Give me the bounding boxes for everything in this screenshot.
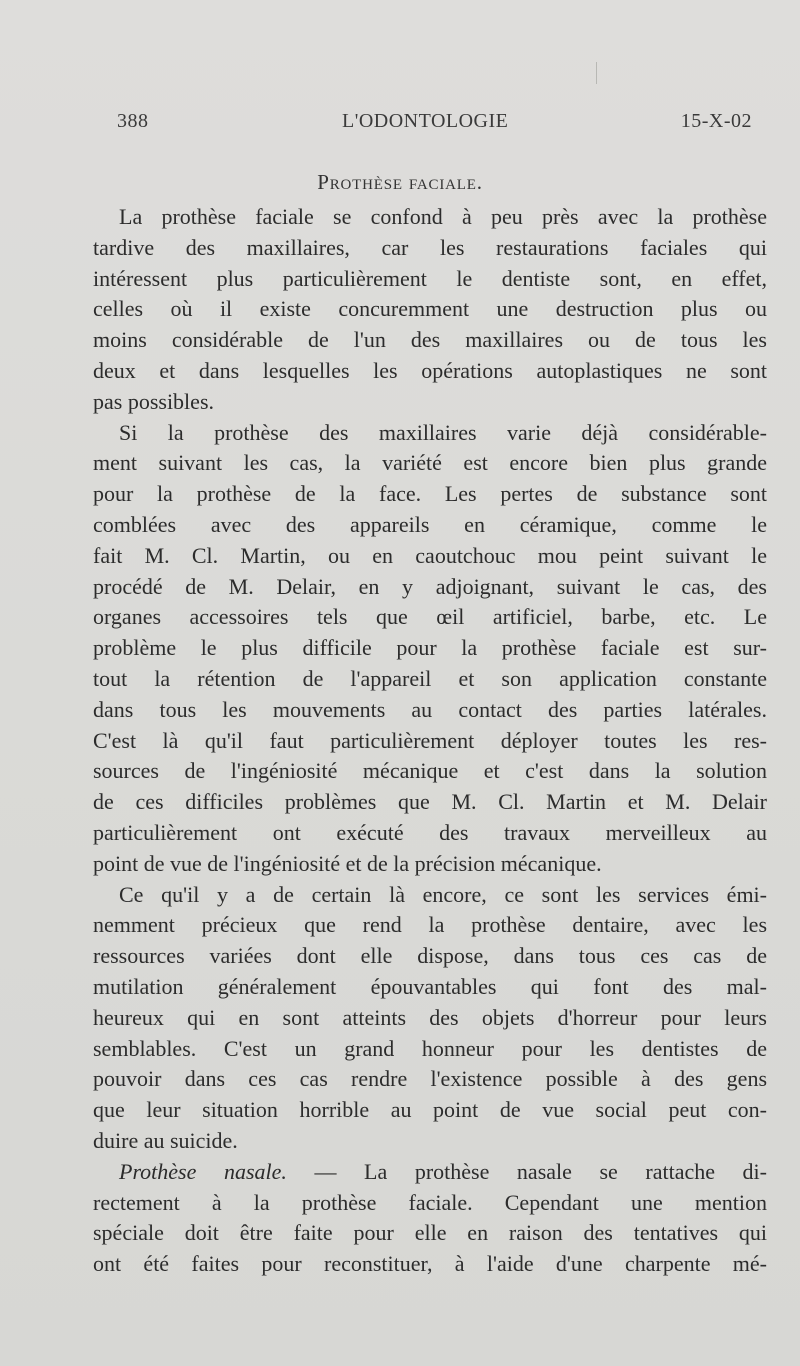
text-line: particulièrement ont exécuté des travaux merveilleux au xyxy=(93,819,767,845)
text-line: comblées avec des appareils en céramique, comme le xyxy=(93,511,767,537)
text-line: intéressent plus particulièrement le dentiste sont, en effet, xyxy=(93,265,767,291)
text-line: pour la prothèse de la face. Les pertes de substance sont xyxy=(93,481,767,507)
text-line: fait M. Cl. Martin, ou en caoutchouc mou peint suivant le xyxy=(93,542,767,568)
paragraph xyxy=(93,880,767,1157)
text-line: ressources variées dont elle dispose, dans tous ces cas de xyxy=(93,943,767,969)
text-line: pas possibles. xyxy=(93,388,214,414)
paragraph xyxy=(93,202,767,418)
text-line: point de vue de l'ingéniosité et de la précision mécanique. xyxy=(93,850,602,876)
text-line: heureux qui en sont atteints des objets d'horreur pour leurs xyxy=(93,1004,767,1030)
text-line: pouvoir dans ces cas rendre l'existence possible à des gens xyxy=(93,1066,767,1092)
text-line: mutilation généralement épouvantables qui font des mal- xyxy=(93,973,767,999)
text-line: ment suivant les cas, la variété est encore bien plus grande xyxy=(93,450,767,476)
section-title: Prothèse faciale. xyxy=(317,170,483,194)
text-line: que leur situation horrible au point de vue social peut con- xyxy=(93,1097,767,1123)
scan-mark xyxy=(596,62,597,84)
text-line: celles où il existe concuremment une destruction plus ou xyxy=(93,296,767,322)
text-line xyxy=(93,1157,767,1188)
text-line: semblables. C'est un grand honneur pour les dentistes de xyxy=(93,1035,767,1061)
text-line: Ce qu'il y a de certain là encore, ce sont les services émi- xyxy=(119,881,767,907)
text-line: duire au suicide. xyxy=(93,1127,238,1153)
journal-title: L'ODONTOLOGIE xyxy=(342,110,509,132)
text-line: moins considérable de l'un des maxillaires ou de tous les xyxy=(93,327,767,353)
text-line: rectement à la prothèse faciale. Cependant une mention xyxy=(93,1189,767,1215)
text-line: ont été faites pour reconstituer, à l'aide d'une charpente mé- xyxy=(93,1251,767,1277)
text-line: spéciale doit être faite pour elle en raison des tentatives qui xyxy=(93,1220,767,1246)
text-line: sources de l'ingéniosité mécanique et c'est dans la solution xyxy=(93,758,767,784)
text-line: organes accessoires tels que œil artificiel, barbe, etc. Le xyxy=(93,604,767,630)
text-line: deux et dans lesquelles les opérations autoplastiques ne sont xyxy=(93,357,767,383)
text-line: C'est là qu'il faut particulièrement déployer toutes les res- xyxy=(93,727,767,753)
text-line: Si la prothèse des maxillaires varie déjà considérable- xyxy=(119,419,767,445)
running-header xyxy=(117,110,767,140)
paragraph xyxy=(93,1157,767,1280)
issue-date: 15-X-02 xyxy=(680,110,752,132)
paragraph xyxy=(93,418,767,880)
text-line: de ces difficiles problèmes que M. Cl. Martin et M. Delair xyxy=(93,789,767,815)
page-number: 388 xyxy=(117,110,149,132)
body-text xyxy=(93,202,767,1280)
text-line: nemment précieux que rend la prothèse dentaire, avec les xyxy=(93,912,767,938)
text-line: tardive des maxillaires, car les restaurations faciales qui xyxy=(93,234,767,260)
text-line: tout la rétention de l'appareil et son application constante xyxy=(93,665,767,691)
text-fragment: — La prothèse nasale se rattache di- xyxy=(286,1158,767,1184)
text-line: La prothèse faciale se confond à peu près avec la prothèse xyxy=(119,204,767,229)
text-line: dans tous les mouvements au contact des parties latérales. xyxy=(93,696,767,722)
text-line: procédé de M. Delair, en y adjoignant, suivant le cas, des xyxy=(93,573,767,599)
text-line: problème le plus difficile pour la prothèse faciale est sur- xyxy=(93,635,767,661)
italic-heading: Prothèse nasale. xyxy=(119,1158,287,1184)
